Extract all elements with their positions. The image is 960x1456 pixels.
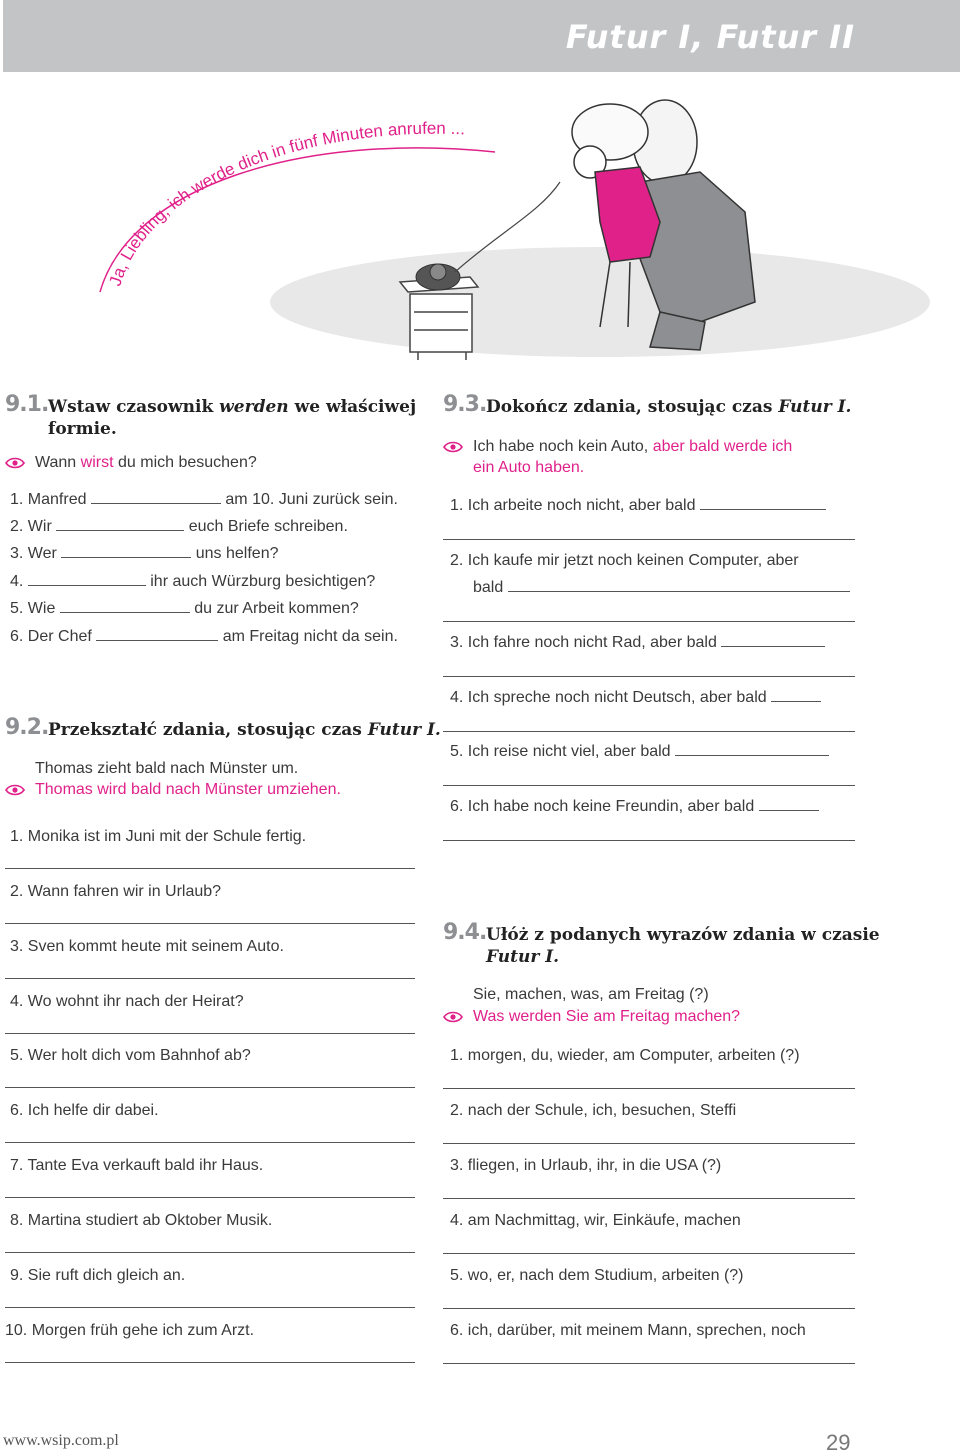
answer-blank[interactable] — [771, 688, 821, 702]
ex92-item: 7. Tante Eva verkauft bald ihr Haus. — [10, 1157, 264, 1174]
speech-textpath: Ja, Liebling, ich werde dich in fünf Minuten anrufen ... — [105, 118, 466, 289]
answer-blank[interactable] — [96, 627, 218, 641]
answer-line[interactable] — [443, 1088, 855, 1089]
answer-blank[interactable] — [61, 544, 191, 558]
ex93-item: 4. Ich spreche noch nicht Deutsch, aber bald — [450, 688, 821, 708]
answer-blank[interactable] — [28, 572, 146, 586]
answer-blank[interactable] — [60, 599, 190, 613]
ex93-item: 3. Ich fahre noch nicht Rad, aber bald — [450, 633, 825, 653]
answer-line[interactable] — [5, 1362, 415, 1363]
answer-line[interactable] — [5, 1087, 415, 1088]
answer-blank[interactable] — [508, 578, 850, 592]
phone-call-illustration — [0, 72, 960, 372]
ex92-item: 2. Wann fahren wir in Urlaub? — [10, 883, 222, 900]
answer-blank[interactable] — [759, 797, 819, 811]
answer-line[interactable] — [443, 1308, 855, 1309]
ex92-example-question: Thomas zieht bald nach Münster um. — [35, 760, 299, 777]
answer-line[interactable] — [443, 840, 855, 841]
ex93-example-line2: ein Auto haben. — [473, 459, 585, 476]
ex92-number: 9.2. — [5, 715, 49, 740]
answer-blank[interactable] — [721, 633, 825, 647]
answer-line[interactable] — [443, 785, 855, 786]
ex91-example: Wann wirst du mich besuchen? — [35, 454, 257, 471]
answer-blank[interactable] — [700, 496, 826, 510]
floor-shadow — [270, 247, 930, 357]
ex92-title: Przekształć zdania, stosując czas Futur I. — [48, 720, 441, 740]
answer-line[interactable] — [5, 1142, 415, 1143]
answer-line[interactable] — [443, 539, 855, 540]
answer-line[interactable] — [5, 923, 415, 924]
ex93-item: 1. Ich arbeite noch nicht, aber bald — [450, 496, 826, 516]
ex92-item: 1. Monika ist im Juni mit der Schule fertig. — [10, 828, 307, 845]
ex91-item: 2. Wir euch Briefe schreiben. — [10, 518, 348, 535]
answer-line[interactable] — [443, 1143, 855, 1144]
answer-line[interactable] — [443, 1253, 855, 1254]
ex91-item: 5. Wie du zur Arbeit kommen? — [10, 600, 359, 617]
ex92-example-answer: Thomas wird bald nach Münster umziehen. — [35, 781, 341, 798]
answer-line[interactable] — [5, 1307, 415, 1308]
ex94-example-answer: Was werden Sie am Freitag machen? — [473, 1008, 741, 1025]
ex94-item: 4. am Nachmittag, wir, Einkäufe, machen — [450, 1212, 741, 1229]
ex92-item: 5. Wer holt dich vom Bahnhof ab? — [10, 1047, 251, 1064]
answer-line[interactable] — [5, 1033, 415, 1034]
ex94-item: 5. wo, er, nach dem Studium, arbeiten (?) — [450, 1267, 744, 1284]
page-title: Futur I, Futur II — [565, 18, 855, 56]
ex94-number: 9.4. — [443, 920, 487, 945]
eye-icon — [5, 784, 25, 796]
ex91-item: 3. Wer uns helfen? — [10, 545, 279, 562]
ex93-item: 6. Ich habe noch keine Freundin, aber bald — [450, 797, 819, 817]
eye-icon — [5, 457, 25, 469]
ex92-item: 9. Sie ruft dich gleich an. — [10, 1267, 186, 1284]
ex94-item: 1. morgen, du, wieder, am Computer, arbeiten (?) — [450, 1047, 800, 1064]
ex94-title: Ułóż z podanych wyrazów zdania w czasie Futur I. — [486, 925, 880, 967]
ex93-number: 9.3. — [443, 392, 487, 417]
answer-blank[interactable] — [91, 490, 221, 504]
ex94-item: 3. fliegen, in Urlaub, ihr, in die USA (?) — [450, 1157, 722, 1174]
answer-line[interactable] — [443, 731, 855, 732]
ex93-item-cont: bald — [473, 578, 850, 598]
answer-line[interactable] — [443, 676, 855, 677]
answer-line[interactable] — [443, 1198, 855, 1199]
page-number: 29 — [826, 1430, 851, 1455]
answer-line[interactable] — [443, 621, 855, 622]
ex93-item: 5. Ich reise nicht viel, aber bald — [450, 742, 829, 762]
ex93-title: Dokończ zdania, stosując czas Futur I. — [486, 397, 852, 417]
telephone — [416, 264, 460, 290]
answer-line[interactable] — [5, 1252, 415, 1253]
ex91-item: 4. ihr auch Würzburg besichtigen? — [10, 573, 376, 590]
ex91-title — [48, 396, 416, 440]
ex91-number: 9.1. — [5, 392, 49, 417]
eye-icon — [443, 441, 463, 453]
answer-blank[interactable] — [56, 517, 184, 531]
ex91-title-verb: werden — [219, 397, 289, 417]
ex92-item: 4. Wo wohnt ihr nach der Heirat? — [10, 993, 244, 1010]
ex91-title-c: we właściwej — [288, 397, 417, 417]
ex91-title-d: formie. — [48, 419, 117, 439]
ex94-item: 2. nach der Schule, ich, besuchen, Steffi — [450, 1102, 737, 1119]
ex93-example-line1: Ich habe noch kein Auto, aber bald werde ich — [473, 438, 793, 455]
ex91-item: 6. Der Chef am Freitag nicht da sein. — [10, 628, 398, 645]
ex92-item: 3. Sven kommt heute mit seinem Auto. — [10, 938, 284, 955]
illustration — [0, 72, 960, 372]
ex92-item: 8. Martina studiert ab Oktober Musik. — [10, 1212, 273, 1229]
answer-blank[interactable] — [675, 742, 829, 756]
answer-line[interactable] — [5, 868, 415, 869]
ex94-item: 6. ich, darüber, mit meinem Mann, sprechen, noch — [450, 1322, 806, 1339]
footer-url[interactable]: www.wsip.com.pl — [3, 1432, 119, 1449]
answer-line[interactable] — [443, 1363, 855, 1364]
answer-line[interactable] — [5, 978, 415, 979]
ex91-example-answer: wirst — [80, 454, 114, 471]
answer-line[interactable] — [5, 1197, 415, 1198]
ex92-item: 10. Morgen früh gehe ich zum Arzt. — [5, 1322, 255, 1339]
eye-icon — [443, 1011, 463, 1023]
ex92-item: 6. Ich helfe dir dabei. — [10, 1102, 159, 1119]
ex91-title-a: Wstaw czasownik — [48, 397, 220, 417]
ex93-item: 2. Ich kaufe mir jetzt noch keinen Computer, aber — [450, 552, 799, 569]
ex94-example-question: Sie, machen, was, am Freitag (?) — [473, 986, 709, 1003]
ex91-item: 1. Manfred am 10. Juni zurück sein. — [10, 491, 398, 508]
